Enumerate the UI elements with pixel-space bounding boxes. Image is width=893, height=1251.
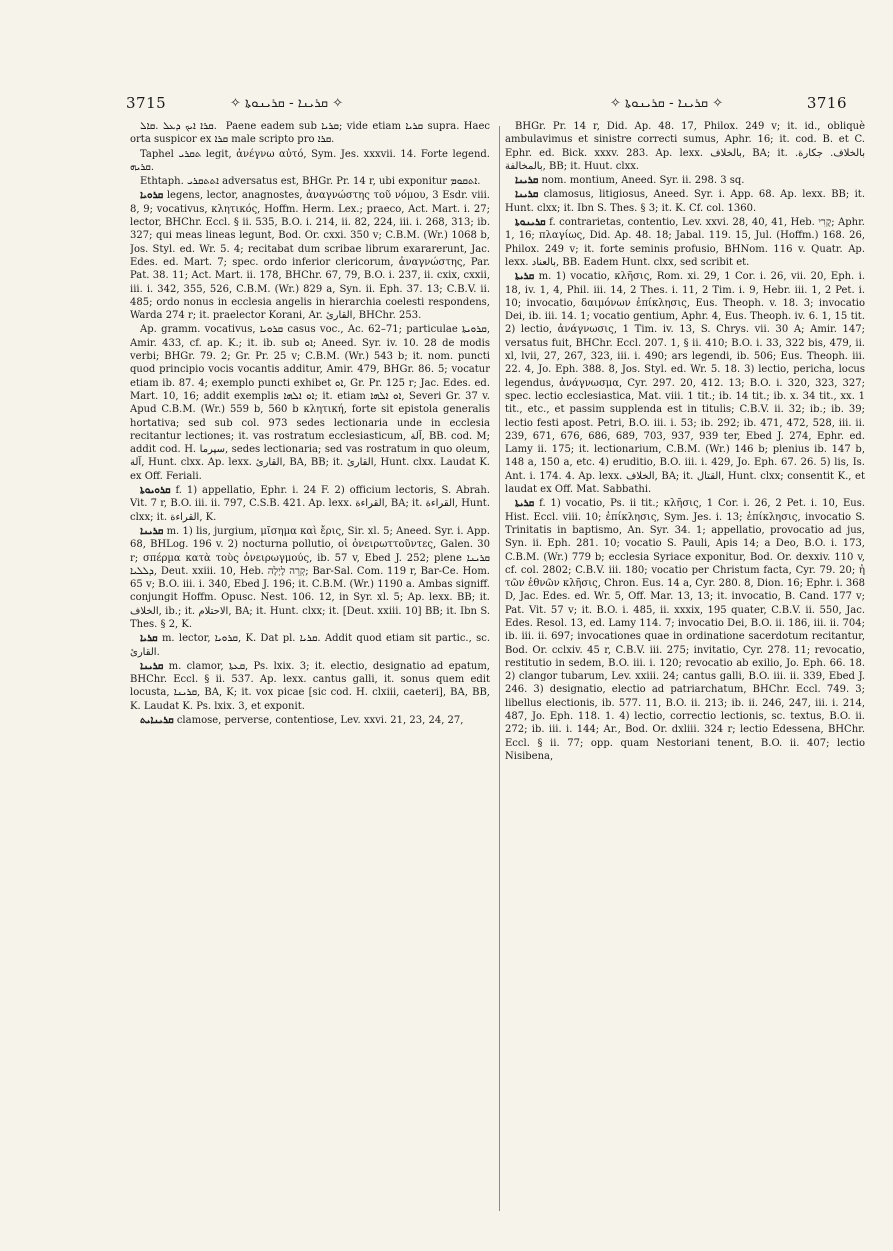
entry-headword: ܩܪܝܢܐ [140,525,164,537]
left-column [130,120,490,1215]
dictionary-entry [505,270,865,496]
dictionary-entry [130,148,490,175]
entry-text: m. clamor, ܩܥܬܐ, Ps. lxix. 3; it. electio, designatio ad epatum, BHChr. Eccl. § ii. 537. Ap. lexx. cantus galli, it. sonus quem edit locusta, ܩܪܝܢܐ, BA, K; it. vox picae [sic cod. H. clxiii, caeteri], BA, BB, K. Laudat K. Ps. lxix. 3, et exponit. [130,660,490,712]
entry-headword: ܩܪܝܢܘܬܐ [515,217,546,229]
entry-text: ܩܪܐ ܐܝܟ ܕܥܠ .ܩܐܠ. ‎ Paene eadem sub ܩܪܝܐ; vide etiam ܩܪܝܐ supra. Haec orta suspicor ex ܩܪܐ male scripto pro ܩܪܐ. [130,121,490,146]
entry-text: clamose, perverse, contentiose, Lev. xxvi. 21, 23, 24, 27, [176,715,464,727]
right-page-number: 3716 [806,94,847,112]
entry-headword: ܩܪܝܢܐ [140,660,164,672]
dictionary-entry [505,216,865,269]
dictionary-entry [505,120,865,173]
right-column [505,120,865,1215]
page-header [0,0,893,116]
dictionary-entry [505,497,865,763]
dictionary-entry [505,188,865,215]
entry-text: Taphel ܬܩܪܝ legit, ἀνέγνω αὐτό, Sym. Jes. xxxvii. 14. Forte legend. ܩܪܝܗ. [130,148,490,173]
entry-text: f. 1) vocatio, Ps. ii tit.; κλῆσις, 1 Cor. i. 26, 2 Pet. i. 10, Eus. Hist. Eccl. viii. 10; ἐπίκλησις, Sym. Jes. i. 13; ἐπίκλησις, invocatio S. Trinitatis in baptismo, An. Syr. 34. 1; appellatio, provocatio ad jus, Syn. ii. Eph. 281. 10; vocatio S. Pauli, Apis 14; a Deo, B.O. i. 173, C.B.M. (Wr.) 779 b; ecclesia Syriace exponitur, Bod. Or. dexxiv. 110 v, cf. col. 2802; C.B.V. iii. 180; vocatio per Christum facta, Cyr. 79. 20; ἡ τῶν ἐθνῶν κλῆσις, Chron. Eus. 14 a, Cyr. 280. 8, Dion. 16; Ephr. i. 368 D, Jac. Edes. ed. Wr. 5, Off. Mar. 13, 13; it. invocatio, B. Cand. 177 v; Pat. Vit. 57 v; it. B.O. i. 485, ii. xxxix, 195 quater, C.B.V. ii. 550, Jac. Edes. Resol. 13, ed. Lamy 114. 7; invocatio Dei, B.O. ii. 186, iii. ii. 704; ib. iii. ii. 697; invocationes quae in ordinatione sacerdotum recitantur, Bod. Or. cclxiv. 45 r, C.B.V. iii. 275; invitatio, Cyr. 278. 11; revocatio, restitutio in sedem, B.O. iii. i. 120; revocatio ab exilio, Jo. Eph. 66. 18. 2) clangor tubarum, Lev. xxiii. 24; cantus galli, B.O. iii. ii. 339, Ebed J. 246. 3) designatio, electio ad patriarchatum, BHChr. Eccl. 749. 3; libellus electionis, ib. 577. 11, B.O. ii. 213; ib. ii. 246, 247, iii. i. 214, 487, Jo. Eph. 118. 1. 4) lectio, correctio lectionis, sc. textus, B.O. ii. 272; ib. iii. i. 144; Ar., Bod. Or. dxliii. 324 r; lectio Edessena, BHChr. Eccl. § ii. 77; opp. quam Nestoriani tenent, B.O. ii. 407; lectio Nisibena, [505,498,865,762]
dictionary-entry [130,120,490,147]
entry-text: legens, lector, anagnostes, ἀναγνώστης τοῦ νόμου, 3 Esdr. viii. 8, 9; vocativus, κλητικός, Hoffm. Herm. Lex.; praeco, Act. Mart. i. 27; lector, BHChr. Eccl. § ii. 535, B.O. i. 214, ii. 82, 224, iii. i. 268, 313; ib. 327; qui meas lineas legunt, Bod. Or. cxxi. 350 v; C.B.M. (Wr.) 1068 b, Jos. Styl. ed. Wr. 5. 4; recitabat dum scribae librum exararerunt, Jac. Edes. ed. Mart. 7; spec. ordo inferior clericorum, ἀναγνώστης, Par. Pat. 38. 11; Act. Mart. ii. 178, BHChr. 67, 79, B.O. i. 237, ii. cxix, cxxii, iii. i. 342, 355, 526, C.B.M. (Wr.) 829 a, Syn. ii. Eph. 37. 13; C.B.V. ii. 485; ordo nonus in ecclesia angelis in hierarchia coelesti respondens, Warda 274 r; it. praelector Korani, Ar. القارئ, BHChr. 253. [130,190,490,322]
entry-text: m. lector, ܩܪܘܝܐ, K. Dat pl. ܩܪܝܐ. Addit quod etiam sit partic., sc. القارئ. [130,633,490,658]
entry-text: m. 1) vocatio, κλῆσις, Rom. xi. 29, 1 Cor. i. 26, vii. 20, Eph. i. 18, iv. 1, 4, Phil. iii. 14, 2 Thes. i. 11, 2 Tim. i. 9, Hebr. iii. 1, 2 Pet. i. 10; invocatio, δαιμόνων ἐπίκλησις, Eus. Theoph. v. 18. 3; invocatio Dei, ib. iii. 14. 1; vocatio gentium, Aphr. 4, Eus. Theoph. iv. 6. 1, 15 tit. 2) lectio, ἀνάγνωσις, 1 Tim. iv. 13, S. Chrys. vii. 30 A; Amir. 147; versatus fuit, BHChr. Eccl. 207. 1, § ii. 410; B.O. i. 33, 322 bis, 479, ii. xl, lvii, 27, 267, 323, iii. i. 490; ars legendi, ib. 506; Eus. Theoph. iii. 22. 4, Jo. Eph. 388. 8, Jos. Styl. ed. Wr. 5. 18. 3) lectio, pericha, locus legendus, ἀνάγνωσμα, Cyr. 297. 20, 412. 13; B.O. i. 320, 323, 327; spec. lectio ecclesiastica, Mat. viii. 1 tit.; ib. 14 tit.; ib. x. 34 tit., xx. 1 tit., etc., et passim supplenda est in titulis; C.B.V. ii. 32; ib.; ib. 39; lectio festi apost. Petri, B.O. iii. i. 53; ib. 292; ib. 471, 472, 528, iii. ii. 239, 671, 676, 686, 689, 703, 937, 939 ter, Ebed J. 274, Ephr. ed. Lamy ii. 175; it. lectionarium, C.B.M. (Wr.) 146 b; plenius ib. 147 b, 148 a, 150 a, etc. 4) eruditio, B.O. iii. i. 429, Jo. Eph. 67. 26. 5) lis, Is. Ant. i. 174. 4. Ap. lexx. الخلاف, BA; it. القتال, Hunt. clxx; consentit K., et laudat ex Off. Mat. Sabbathi. [505,271,865,496]
dictionary-entry [130,714,490,727]
entry-headword: ܩܪܝܬܐ [515,498,535,510]
entry-headword: ܩܪܝܐ [140,633,158,645]
dictionary-entry [130,632,490,659]
entry-text: Ethtaph. ܐܬܬܩܪܝ adversatus est, BHGr. Pr. 14 r, ubi exponitur ܐܬܩܘܡ. [140,176,481,188]
entry-text: clamosus, litigiosus, Aneed. Syr. i. App. 68. Ap. lexx. BB; it. Hunt. clxx; it. Ibn S. Thes. § 3; it. K. Cf. col. 1360. [505,189,865,214]
dictionary-entry [130,525,490,631]
entry-headword: ܩܪܝܢܐ [515,175,539,187]
dictionary-entry [130,484,490,524]
entry-text: BHGr. Pr. 14 r, Did. Ap. 48. 17, Philox. 249 v; it. id., obliquè ambulavimus et sinistre correcti sumus, Aphr. 16; it. cod. B. et C. Ephr. ed. Bick. xxxv. 283. Ap. lexx. بالخلاف, BA; it. بالخلاف. جكارة. بالمخالفة, BB; it. Huut. clxx. [505,121,865,172]
dictionary-entry [130,660,490,713]
entry-headword: ܩܪܘܝܘܬܐ [140,485,171,497]
entry-headword: ܩܪܘܝܐ [140,190,164,202]
entry-headword: ܩܪܝܢܐܝܬ [140,715,174,727]
left-running-title: ✧ ܩܪܝܢܐ - ܩܪܝܢܘܬܐ ✧ [230,96,344,111]
dictionary-entry [130,175,490,188]
dictionary-entry [130,189,490,322]
entry-text: Ap. gramm. vocativus, ܩܪܘܝܐ casus voc., Ac. 62–71; particulae ܩܪܘܝܬܐ, Amir. 433, cf. ap. K.; it. ib. sub ܐܘ; Aneed. Syr. iv. 10. 28 de modis verbi; BHGr. 79. 2; Gr. Pr. 25 v; C.B.M. (Wr.) 543 b; it. nom. puncti quod principio vocis vocantis additur, Amir. 479, BHGr. 86. 5; vocatur etiam ib. 87. 4; exemplo puncti exhibet ܐܘ, Gr. Pr. 125 r; Jac. Edes. ed. Mart. 10, 16; addit exemplis ܐܘ ܐܠܗܐ; it. etiam ܐܘ ܐܠܗܐ, Severi Gr. 37 v. Apud C.B.M. (Wr.) 559 b, 560 b κλητική, forte sit epistola generalis hortativa; sed sub col. 973 sedes lectionaria unde in ecclesia recitantur lectiones; it. vas rostratum ecclesiasticum, آلة, BB. cod. M; addit cod. H. سپرما, sedes lectionaria; sed vas rostratum in quo oleum, آلة, Hunt. clxx. Ap. lexx. القارئ, BA, BB; it. القارئ, Hunt. clxx. Laudat K. ex Off. Feriali. [130,324,490,482]
entry-text: nom. montium, Aneed. Syr. ii. 298. 3 sq. [541,175,745,187]
entry-text: f. 1) appellatio, Ephr. i. 24 F. 2) officium lectoris, S. Abrah. Vit. 7 r, B.O. iii. ii. 797, C.S.B. 421. Ap. lexx. القراءة, BA; it. القراءة, Hunt. clxx; it. القراءة, K. [130,485,490,523]
left-page-number: 3715 [126,94,167,112]
dictionary-entry [505,174,865,187]
entry-text: f. contrarietas, contentio, Lev. xxvi. 28, 40, 41, Heb. קֶרִי; Aphr. 1, 16; πλαγίως, Did. Ap. 48. 18; Jabal. 119. 15, Jul. (Hoffm.) 168. 26, Philox. 249 v; it. forte seminis profusio, BHNom. 116 v. Quatr. Ap. lexx. بالعناد, BB. Eadem Hunt. clxx, sed scribit et. [505,217,865,268]
entry-headword: ܩܪܝܬܐ [515,271,535,283]
dictionary-entry [130,323,490,483]
entry-text: m. 1) lis, jurgium, μῖσημα καὶ ἔρις, Sir. xl. 5; Aneed. Syr. i. App. 68, BHLog. 196 v. 2) nocturna pollutio, οἱ ὀνειρωττοῦντες, Galen. 30 r; σπέρμα κατὰ τοὺς ὀνειρωγμούς, ib. 57 v, Ebed J. 252; plene ܩܪܝܢܐ ܕܠܠܝܐ, Deut. xxiii. 10, Heb. קְרֵה לָיְלָה; Bar-Sal. Com. 119 r, Bar-Ce. Hom. 65 v; B.O. iii. i. 340, Ebed J. 196; it. C.B.M. (Wr.) 1190 a. Ambas signiff. conjungit Hoffm. Opusc. Nest. 106. 12, in Syr. xl. 5; Ap. lexx. BB; it. الخلاف, ib.; it. الاحتلام, BA; it. Hunt. clxx; it. [Deut. xxiii. 10] BB; it. Ibn S. Thes. § 2, K. [130,525,490,630]
right-running-title: ✧ ܩܪܝܢܐ - ܩܪܝܢܘܬܐ ✧ [610,96,724,111]
entry-headword: ܩܪܝܢܐ [515,189,539,201]
column-divider [499,126,500,1211]
